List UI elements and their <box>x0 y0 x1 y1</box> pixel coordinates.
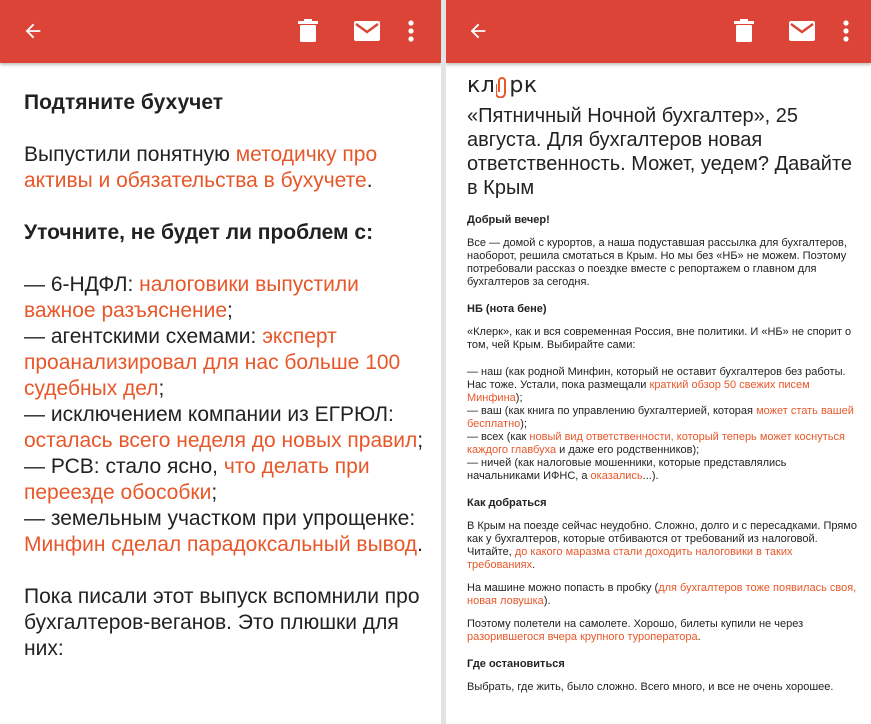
left-mail-button[interactable] <box>350 14 384 48</box>
right-mail-button[interactable] <box>785 14 819 48</box>
plane-paragraph <box>467 618 859 644</box>
list-item-text: — всех (как <box>467 431 530 443</box>
logo-text-end: рк <box>509 73 538 98</box>
list-item <box>24 454 424 506</box>
crimea-options-list <box>467 366 859 483</box>
trash-icon <box>734 19 754 43</box>
section-title-nb: НБ (нота бене) <box>467 303 547 315</box>
list-item-text: — агентскими схемами: <box>24 325 263 348</box>
list-item-text: — 6-НДФЛ: <box>24 273 140 296</box>
section-title-how: Как добраться <box>467 497 547 509</box>
paragraph-vegans: Пока писали этот выпуск вспомнили про бухгалтеров-веганов. Это плюшки для них: <box>24 585 420 660</box>
paragraph-methodology <box>24 142 424 194</box>
arrow-back-icon <box>467 20 489 42</box>
list-item-link[interactable]: осталась всего неделя до новых правил <box>24 429 418 452</box>
mail-icon <box>789 21 815 41</box>
list-item-end: ; <box>211 481 218 504</box>
right-back-button[interactable] <box>461 14 495 48</box>
section-title-stay: Где остановиться <box>467 658 565 670</box>
right-message-body <box>467 70 859 694</box>
mail-icon <box>354 21 380 41</box>
paragraph-text: Выпустили понятную <box>24 143 236 166</box>
list-item <box>24 402 424 454</box>
link-tax-demands[interactable]: до какого маразма стали доходить налоговики в таких требованиях <box>467 546 793 571</box>
list-item-link[interactable]: эксперт проанализировал для нас больше 100 судебных дел <box>24 325 401 400</box>
more-vert-icon <box>843 20 849 42</box>
paragraph-end: . <box>532 559 536 571</box>
list-item <box>24 324 424 402</box>
car-paragraph <box>467 582 859 608</box>
list-item-end: ; <box>417 429 424 452</box>
paragraph-text: В Крым на поезде сейчас неудобно. Сложно, долго и с пересадками. Прямо как у бухгалтеров, которые отбиваются от требований из налоговой. Читайте, <box>467 520 857 558</box>
list-item-text: — исключением компании из ЕГРЮЛ: <box>24 403 394 426</box>
left-message-body <box>24 90 424 688</box>
list-item-link[interactable]: новый вид ответственности, который теперь может коснуться каждого главбуха <box>467 431 845 456</box>
logo-text-start: кл <box>467 73 496 98</box>
paragraph-end: . <box>697 631 701 643</box>
link-tour-operator[interactable]: разорившегося вчера крупного туроператора <box>467 631 698 643</box>
klerk-logo <box>467 70 859 98</box>
list-item <box>24 506 424 558</box>
newsletter-headline: «Пятничный Ночной бухгалтер», 25 августа. Для бухгалтеров новая ответственность. Может, уедем? Давайте в Крым <box>467 105 853 199</box>
list-item-end: ; <box>158 377 165 400</box>
link-methodology[interactable]: методичку про активы и обязательства в бухучете <box>24 143 378 192</box>
train-paragraph <box>467 520 859 572</box>
right-more-button[interactable] <box>829 14 863 48</box>
list-item-text: — ничей (как налоговые мошенники, которые представлялись начальниками ИФНС, а <box>467 457 787 482</box>
paragraph-text: На машине можно попасть в пробку ( <box>467 582 659 594</box>
right-email-view <box>446 0 871 724</box>
paragraph-end: ). <box>543 595 551 607</box>
list-item-link[interactable]: может стать вашей бесплатно <box>467 405 854 430</box>
right-delete-button[interactable] <box>727 14 761 48</box>
left-more-button[interactable] <box>394 14 428 48</box>
trash-icon <box>298 19 318 43</box>
list-item-text: — ваш (как книга по управлению бухгалтерией, которая <box>467 405 757 417</box>
left-app-bar <box>0 0 441 63</box>
list-item-end: . <box>417 533 423 556</box>
list-item-link[interactable]: Минфин сделал парадоксальный вывод <box>24 533 418 556</box>
list-item <box>467 431 859 457</box>
list-item <box>24 272 424 324</box>
paragraph-end: . <box>366 169 373 192</box>
newsletter-body <box>467 214 859 694</box>
more-vert-icon <box>408 20 414 42</box>
list-item-end: ...). <box>642 470 659 482</box>
link-new-trap[interactable]: для бухгалтеров тоже появилась своя, новая ловушка <box>467 582 857 607</box>
list-item-link[interactable]: оказались <box>590 470 643 482</box>
list-item-end: и даже его родственников); <box>556 444 700 456</box>
nb-paragraph: «Клерк», как и вся современная Россия, вне политики. И «НБ» не спорит о том, чей Крым. Выбирайте сами: <box>467 326 852 351</box>
intro-paragraph: Все — домой с курортов, а наша подуставшая рассылка для бухгалтеров, наоборот, решила смотаться в Крым. Но мы без «НБ» не можем. Поэтому потребовали рассказ о поездке вместе с репортажем о главном для бухгалтеров за сегодня. <box>467 237 847 288</box>
paragraph-text: Поэтому полетели на самолете. Хорошо, билеты купили не через <box>467 618 804 630</box>
issues-list <box>24 272 424 558</box>
list-item <box>467 457 859 483</box>
arrow-back-icon <box>22 20 44 42</box>
list-item-text: — РСВ: стало ясно, <box>24 455 224 478</box>
paperclip-icon <box>496 76 508 98</box>
list-item-end: ; <box>227 299 233 322</box>
right-app-bar <box>446 0 871 63</box>
list-item-end: ); <box>520 418 528 430</box>
stay-paragraph: Выбрать, где жить, было сложно. Всего много, и все не очень хорошее. <box>467 681 834 693</box>
list-item-link[interactable]: краткий обзор 50 свежих писем Минфина <box>467 379 810 404</box>
list-item-text: — земельным участком при упрощенке: <box>24 507 416 530</box>
list-item <box>467 405 859 431</box>
left-back-button[interactable] <box>16 14 50 48</box>
greeting: Добрый вечер! <box>467 214 550 226</box>
heading-check: Уточните, не будет ли проблем с: <box>24 221 374 244</box>
list-item-text: — наш (как родной Минфин, который не оставит бухгалтеров без работы. Нас тоже. Устали, пока размещали <box>467 366 846 391</box>
list-item-link[interactable]: что делать при переезде обособки <box>24 455 370 504</box>
list-item-link[interactable]: налоговики выпустили важное разъяснение <box>24 273 359 322</box>
heading-bookkeeping: Подтяните бухучет <box>24 91 224 114</box>
list-item <box>467 366 859 405</box>
list-item-end: ); <box>515 392 523 404</box>
left-delete-button[interactable] <box>291 14 325 48</box>
